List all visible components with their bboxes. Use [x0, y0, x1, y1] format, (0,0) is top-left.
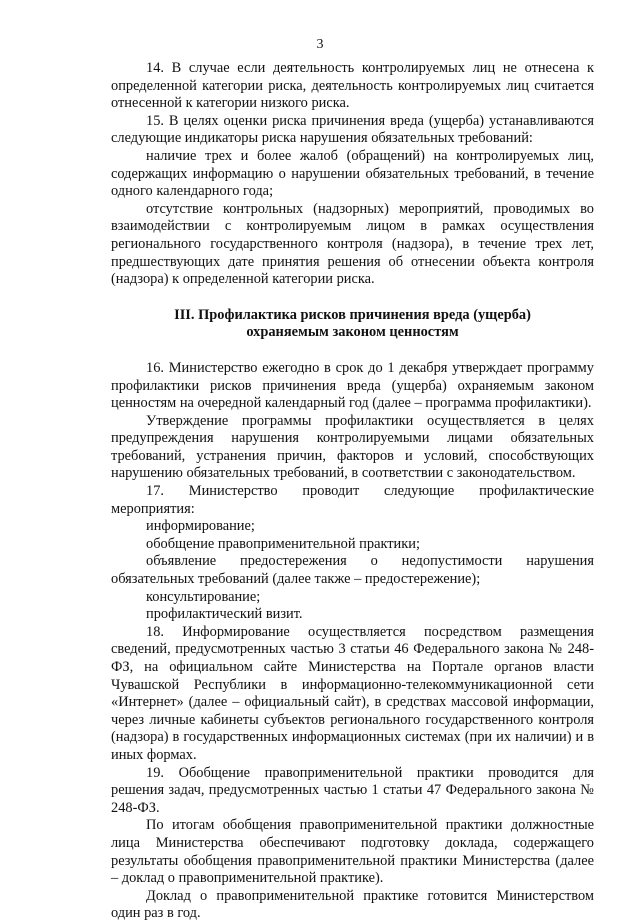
document-body [111, 60, 594, 923]
section-heading [111, 307, 594, 342]
measure-warning: объявление предостережения о недопустимости нарушения обязательных требований (далее также – предостережение); [111, 553, 594, 588]
risk-indicator-no-inspections: отсутствие контрольных (надзорных) мероприятий, проводимых во взаимодействии с контролируемым лицом в рамках осуществления регионального государственного контроля (надзора), в течение трех лет, предшествующих дате принятия решения об отнесении объекта контроля (надзора) к определенной категории риска. [111, 200, 594, 288]
paragraph-19: 19. Обобщение правоприменительной практики проводится для решения задач, предусмотренных частью 1 статьи 47 Федерального закона № 248-ФЗ. [111, 764, 594, 816]
paragraph-14: 14. В случае если деятельность контролируемых лиц не отнесена к определенной категории риска, деятельность контролируемых лиц считается отнесенной к категории низкого риска. [111, 60, 594, 112]
section-heading-line-1: III. Профилактика рисков причинения вреда (ущерба) [174, 306, 531, 323]
measure-preventive-visit: профилактический визит. [146, 606, 303, 623]
paragraph-report-preparation: По итогам обобщения правоприменительной практики должностные лица Министерства обеспечивают подготовку доклада, содержащего результаты обобщения правоприменительной практики Министерства (далее – доклад о правоприменительной практике). [111, 817, 594, 887]
paragraph-program-approval: Утверждение программы профилактики осуществляется в целях предупреждения нарушения контролируемыми лицами обязательных требований, устранения причин, факторов и условий, способствующих нарушению обязательных требований, в соответствии с законодательством. [111, 412, 594, 482]
paragraph-17: 17. Министерство проводит следующие профилактические мероприятия: [111, 483, 594, 517]
risk-indicator-complaints: наличие трех и более жалоб (обращений) на контролируемых лиц, содержащих информацию о нарушении обязательных требований, в течение одного календарного года; [111, 147, 594, 200]
paragraph-18: 18. Информирование осуществляется посредством размещения сведений, предусмотренных частью 3 статьи 46 Федерального закона № 248-ФЗ, на официальном сайте Министерства на Портале органов власти Чувашской Республики в информационно-телекоммуникационной сети «Интернет» (далее – официальный сайт), в средствах массовой информации, через личные кабинеты субъектов регионального государственного контроля (надзора) в государственных информационных системах (при их наличии) и в иных формах. [111, 623, 594, 763]
paragraph-16: 16. Министерство ежегодно в срок до 1 декабря утверждает программу профилактики рисков причинения вреда (ущерба) охраняемым законом ценностям на очередной календарный год (далее – программа профилактики). [111, 359, 594, 412]
measure-consulting: консультирование; [146, 588, 261, 605]
measure-informing: информирование; [146, 518, 255, 535]
paragraph-report-frequency: Доклад о правоприменительной практике готовится Министерством один раз в год. [111, 887, 594, 922]
measure-practice-generalization: обобщение правоприменительной практики; [146, 535, 420, 552]
page-number: 3 [316, 37, 324, 52]
section-heading-line-2: охраняемым законом ценностям [246, 324, 459, 341]
paragraph-15: 15. В целях оценки риска причинения вреда (ущерба) устанавливаются следующие индикаторы риска нарушения обязательных требований: [111, 112, 594, 147]
